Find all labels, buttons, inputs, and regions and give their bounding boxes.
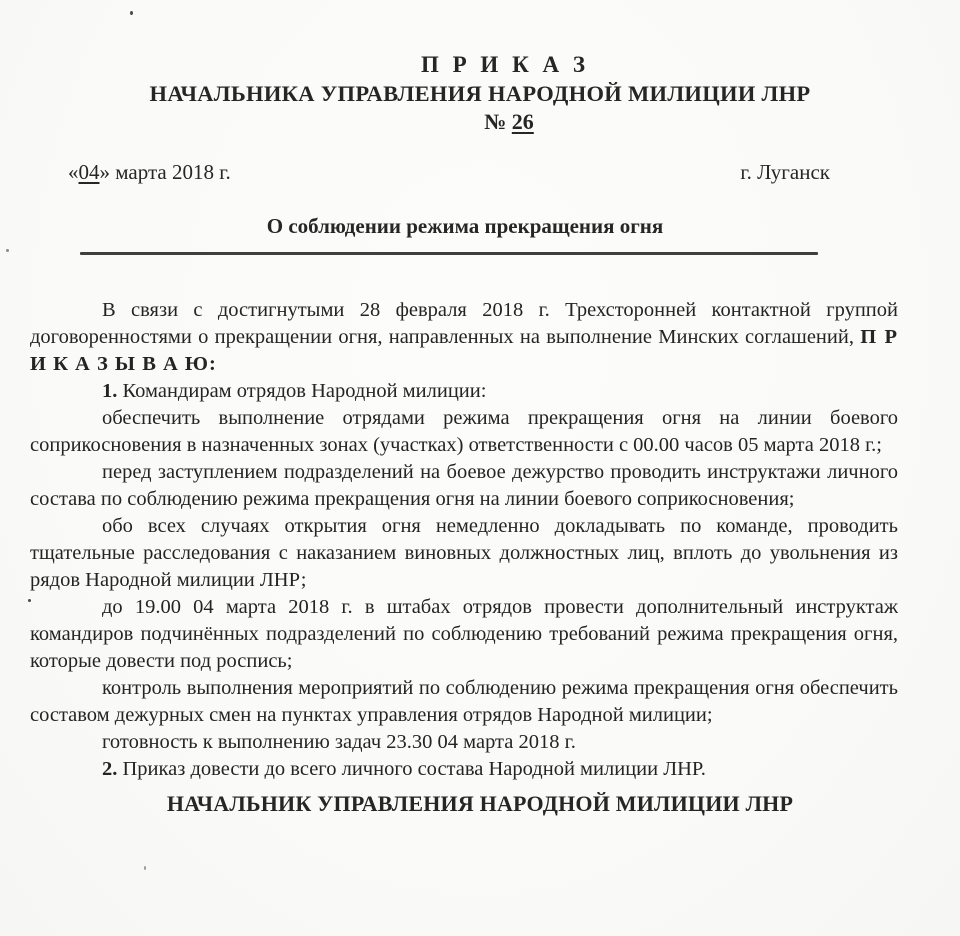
signature-title: НАЧАЛЬНИК УПРАВЛЕНИЯ НАРОДНОЙ МИЛИЦИИ ЛНР (166, 791, 794, 816)
dateline (0, 160, 960, 184)
number-sign: № (484, 109, 507, 134)
prikazyvayu-word: П Р И К А З Ы В А Ю: (30, 326, 898, 375)
paragraph-subitem: обеспечить выполнение отрядами режима прекращения огня на линии боевого соприкосновения в назначенных зонах (участках) ответственности с 00.00 часов 05 марта 2018 г.; (30, 407, 898, 456)
scan-speck (144, 866, 146, 870)
order-body (0, 297, 960, 783)
order-number: 26 (511, 109, 534, 134)
issuer-title: НАЧАЛЬНИКА УПРАВЛЕНИЯ НАРОДНОЙ МИЛИЦИИ ЛНР (149, 81, 811, 106)
paragraph-intro: В связи с достигнутыми 28 февраля 2018 г. Трехсторонней контактной группой договоренностями о прекращении огня, направленных на выполнение Минских соглашений, П Р И К А З Ы В А Ю: (30, 299, 898, 375)
paragraph-subitem: обо всех случаях открытия огня немедленно докладывать по команде, проводить тщательные расследования с наказанием виновных должностных лиц, вплоть до увольнения из рядов Народной милиции ЛНР; (30, 515, 898, 591)
order-day: 04 (78, 160, 100, 184)
paragraph-subitem: контроль выполнения мероприятий по соблюдению режима прекращения огня обеспечить составом дежурных смен на пунктах управления отрядов Народной милиции; (30, 677, 898, 726)
paragraph-subitem: до 19.00 04 марта 2018 г. в штабах отрядов провести дополнительный инструктаж командиров подчинённых подразделений по соблюдению требований режима прекращения огня, которые довести под роспись; (30, 596, 898, 672)
document-header (0, 0, 960, 136)
paragraph-subitem: готовность к выполнению задач 23.30 04 марта 2018 г. (102, 731, 576, 753)
item-2-number: 2. (102, 758, 118, 780)
order-date: «04» марта 2018 г. (68, 160, 231, 184)
order-city: г. Луганск (740, 160, 830, 184)
subject-divider (80, 252, 818, 255)
item-1-number: 1. (102, 380, 118, 402)
scan-speck (28, 599, 31, 602)
order-title: П Р И К А З (420, 52, 589, 77)
scan-speck (6, 249, 9, 252)
scan-speck (130, 11, 133, 15)
paragraph-subitem: перед заступлением подразделений на боевое дежурство проводить инструктажи личного состава по соблюдению режима прекращения огня на линии боевого соприкосновения; (30, 461, 898, 510)
order-number-line (0, 108, 960, 136)
order-subject: О соблюдении режима прекращения огня (266, 214, 664, 238)
paragraph-item-1: 1. Командирам отрядов Народной милиции: (102, 380, 487, 402)
paragraph-item-2: 2. Приказ довести до всего личного состава Народной милиции ЛНР. (102, 758, 706, 780)
